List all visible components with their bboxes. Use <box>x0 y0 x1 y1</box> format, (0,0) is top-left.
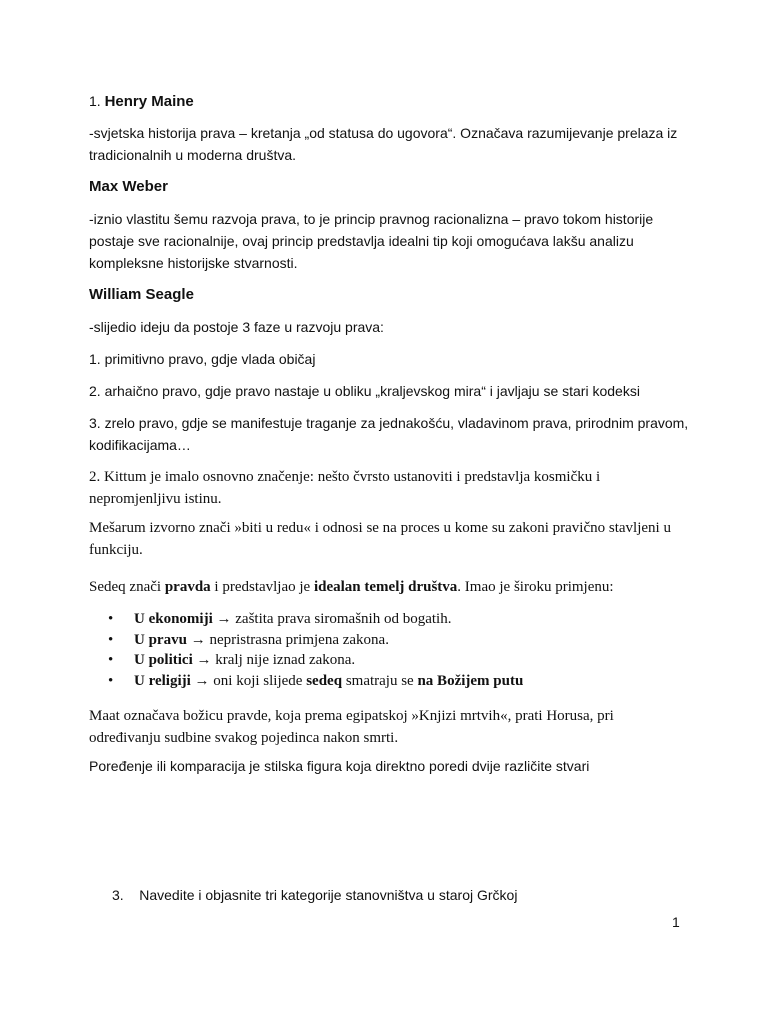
list-item: • U religiji → oni koji slijede sedeq smatraju se na Božijem putu <box>108 671 523 692</box>
list-item: • U ekonomiji → zaštita prava siromašnih od bogatih. <box>108 609 523 630</box>
list-item: • U politici → kralj nije iznad zakona. <box>108 650 523 671</box>
phase-item-1: 1. primitivno pravo, gdje vlada običaj <box>89 351 316 367</box>
sedeq-applications-list <box>108 609 523 691</box>
paragraph-sedeq: Sedeq znači pravda i predstavljao je idealan temelj društva. Imao je široku primjenu: <box>89 579 614 595</box>
page-number: 1 <box>672 914 680 930</box>
list-item: • U pravu → nepristrasna primjena zakona. <box>108 630 523 651</box>
question-3: 3. Navedite i objasnite tri kategorije stanovništva u staroj Grčkoj <box>112 887 518 903</box>
heading-henry-maine: 1. Henry Maine <box>89 93 194 110</box>
phase-item-3: 3. zrelo pravo, gdje se manifestuje traganje za jednakošću, vladavinom prava, prirodnim pravom, kodifikacijama… <box>89 415 689 453</box>
heading-max-weber: Max Weber <box>89 178 168 195</box>
paragraph-kittum: 2. Kittum je imalo osnovno značenje: nešto čvrsto ustanoviti i predstavlja kosmičku i nepromjenljivu istinu. <box>89 469 601 507</box>
name-henry-maine: Henry Maine <box>104 93 194 110</box>
paragraph-poredjenje: Poređenje ili komparacija je stilska figura koja direktno poredi dvije različite stvari <box>89 758 590 774</box>
paragraph-maat: Maat označava božicu pravde, koja prema egipatskoj »Knjizi mrtvih«, prati Horusa, pri određivanju sudbine svakog pojedinca nakon smrti. <box>89 708 614 746</box>
phase-item-2: 2. arhaično pravo, gdje pravo nastaje u obliku „kraljevskog mira“ i javljaju se stari kodeksi <box>89 383 640 399</box>
paragraph-mesarum: Mešarum izvorno znači »biti u redu« i odnosi se na proces u kome su zakoni pravično stavljeni u funkciju. <box>89 520 671 558</box>
paragraph-maine: -svjetska historija prava – kretanja „od statusa do ugovora“. Označava razumijevanje prelaza iz tradicionalnih u moderna društva. <box>89 125 678 163</box>
paragraph-seagle-intro: -slijedio ideju da postoje 3 faze u razvoju prava: <box>89 319 384 335</box>
paragraph-weber: -iznio vlastitu šemu razvoja prava, to je princip pravnog racionalizna – pravo tokom historije postaje sve racionalnije, ovaj princip predstavlja idealni tip koji omogućava lakšu analizu kompleksne historijske stvarnosti. <box>89 211 654 271</box>
heading-william-seagle: William Seagle <box>89 286 194 303</box>
